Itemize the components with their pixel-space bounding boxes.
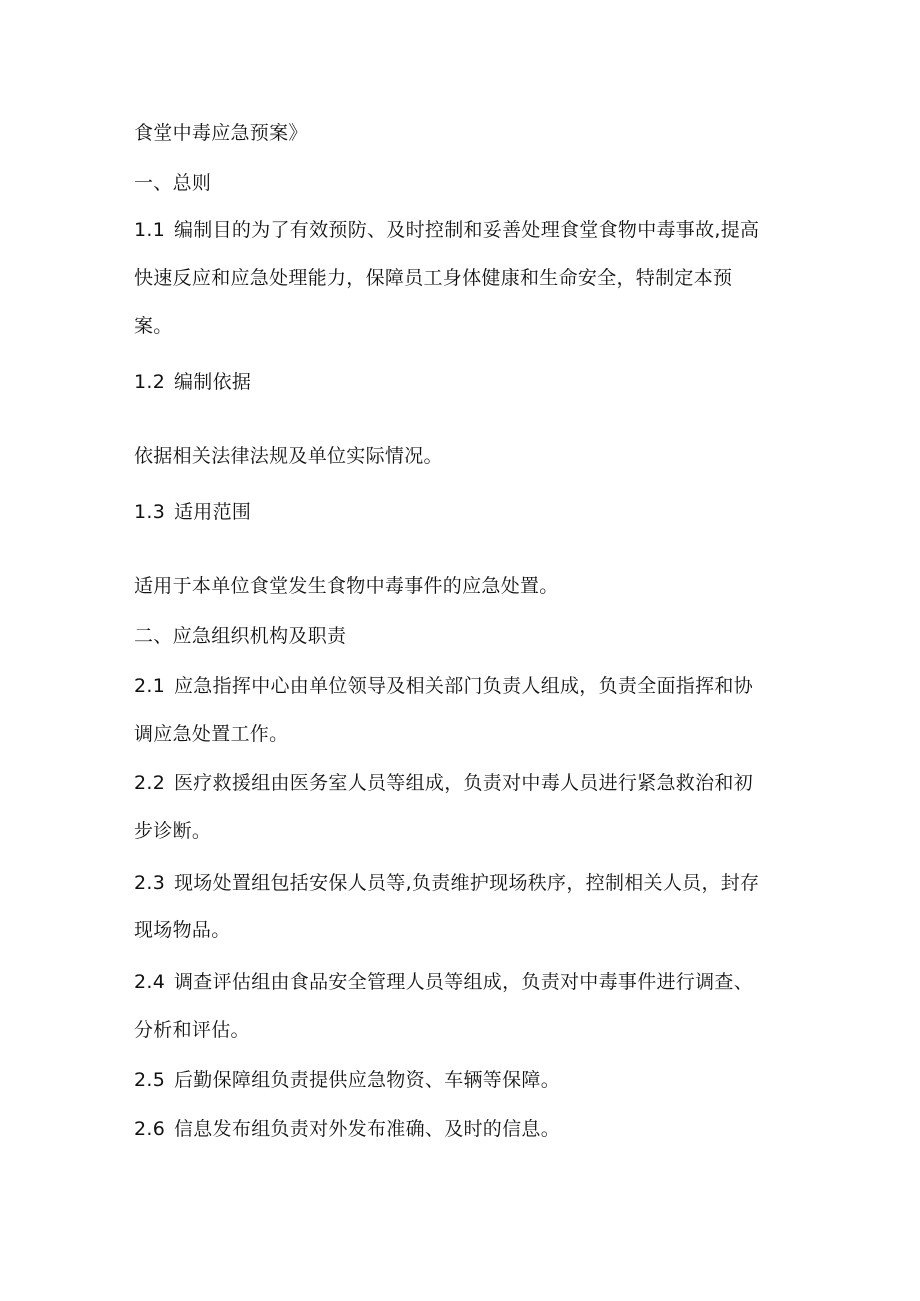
subsection-1-2-number: 1.2 (134, 371, 166, 393)
paragraph-2-1-number: 2.1 (134, 675, 166, 697)
subsection-1-3-number: 1.3 (134, 501, 166, 523)
subsection-1-2-heading (134, 370, 794, 394)
paragraph-2-6-text-1: 信息发布组负责对外发布准确、及时的信息。 (174, 1118, 561, 1140)
section-1-heading: 一、总则 (134, 172, 212, 194)
paragraph-2-2-text-1: 医疗救援组由医务室人员等组成，负责对中毒人员进行紧急救治和初 (174, 772, 754, 794)
subsection-1-3-heading (134, 500, 794, 524)
paragraph-2-3-line-1 (134, 871, 794, 895)
subsection-1-2-title: 编制依据 (174, 371, 252, 393)
paragraph-2-3-text-1: 现场处置组包括安保人员等,负责维护现场秩序，控制相关人员，封存 (174, 872, 760, 894)
paragraph-2-2-number: 2.2 (134, 772, 166, 794)
paragraph-2-5-number: 2.5 (134, 1069, 166, 1091)
paragraph-2-2-line-2: 步诊断。 (134, 820, 212, 842)
paragraph-2-1-text-1: 应急指挥中心由单位领导及相关部门负责人组成，负责全面指挥和协 (174, 675, 754, 697)
paragraph-2-1-line-2: 调应急处置工作。 (134, 723, 289, 745)
paragraph-1-1-line-1 (134, 218, 794, 242)
paragraph-2-3-line-2: 现场物品。 (134, 919, 231, 941)
subsection-1-3-title: 适用范围 (174, 501, 252, 523)
paragraph-2-3-number: 2.3 (134, 872, 166, 894)
paragraph-2-6-number: 2.6 (134, 1118, 166, 1140)
paragraph-2-1-line-1 (134, 674, 794, 698)
paragraph-1-1-line-3: 案。 (134, 315, 173, 337)
paragraph-2-2-line-1 (134, 771, 794, 795)
paragraph-2-5-line-1 (134, 1068, 794, 1092)
document-title: 食堂中毒应急预案》 (134, 122, 308, 144)
subsection-1-2-body: 依据相关法律法规及单位实际情况。 (134, 445, 443, 467)
paragraph-1-1-text-1: 编制目的为了有效预防、及时控制和妥善处理食堂食物中毒事故,提高 (174, 219, 760, 241)
paragraph-2-4-number: 2.4 (134, 971, 166, 993)
paragraph-1-1-line-2: 快速反应和应急处理能力，保障员工身体健康和生命安全，特制定本预 (134, 267, 733, 289)
paragraph-1-1-number: 1.1 (134, 219, 166, 241)
paragraph-2-5-text-1: 后勤保障组负责提供应急物资、车辆等保障。 (174, 1069, 561, 1091)
paragraph-2-6-line-1 (134, 1117, 794, 1141)
paragraph-2-4-text-1: 调查评估组由食品安全管理人员等组成，负责对中毒事件进行调查、 (174, 971, 754, 993)
subsection-1-3-body: 适用于本单位食堂发生食物中毒事件的应急处置。 (134, 575, 559, 597)
section-2-heading: 二、应急组织机构及职责 (134, 625, 347, 647)
paragraph-2-4-line-1 (134, 970, 794, 994)
paragraph-2-4-line-2: 分析和评估。 (134, 1019, 250, 1041)
